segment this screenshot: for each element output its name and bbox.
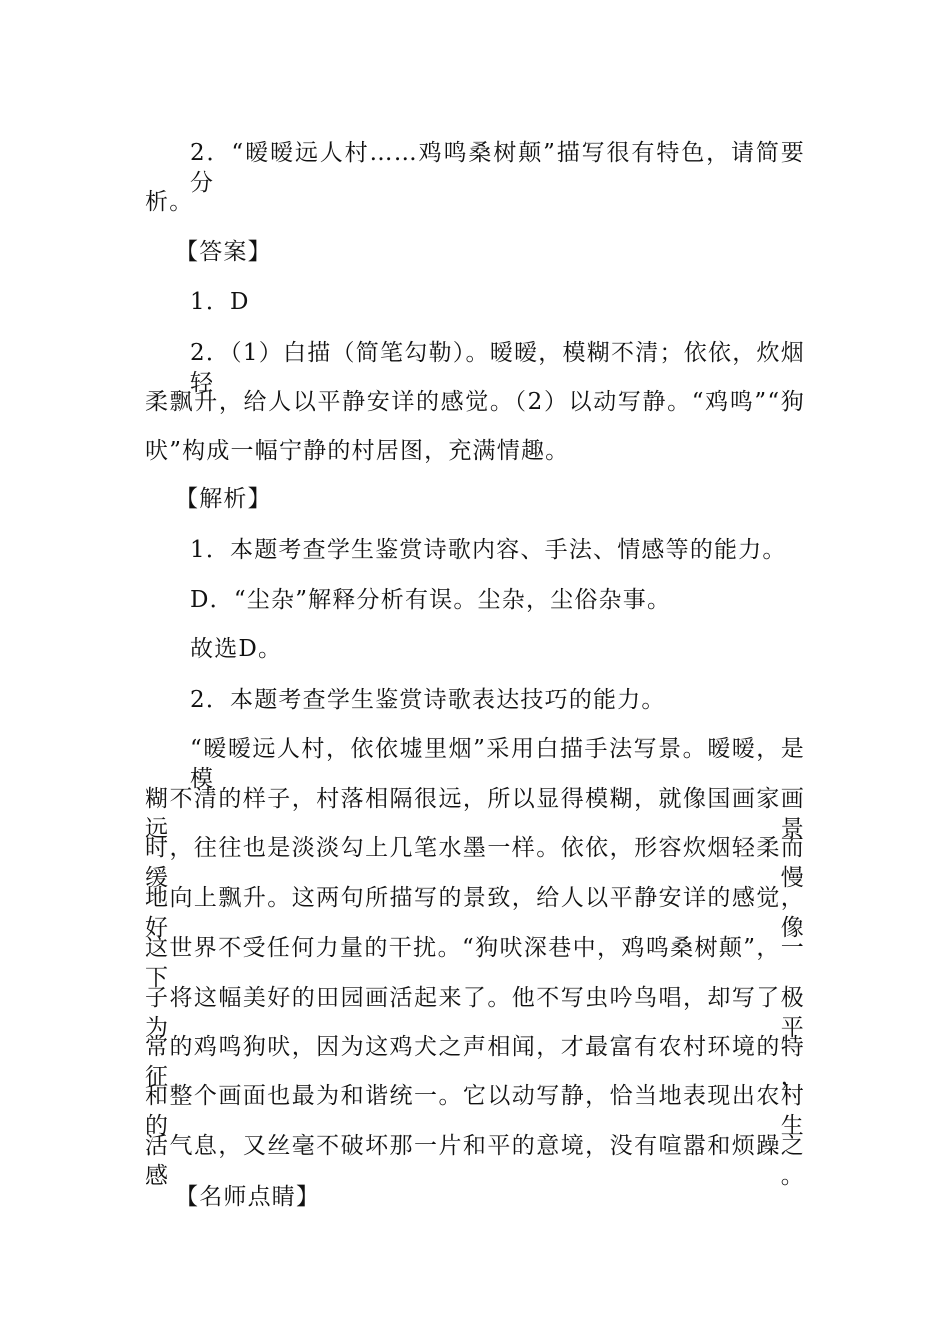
analysis-2-paragraph-line-7: 常的鸡鸣狗吠，因为这鸡犬之声相闻，才最富有农村环境的特征，	[145, 1034, 805, 1090]
question-2-line-1: 2．“暧暧远人村……鸡鸣桑树颠”描写很有特色，请简要分	[190, 140, 805, 196]
analysis-2-paragraph-line-5: 这世界不受任何力量的干扰。“狗吠深巷中，鸡鸣桑树颠”，一下	[145, 935, 805, 991]
question-2-line-2: 析。	[145, 189, 194, 215]
answer-2-line-1: 2．（1）白描（简笔勾勒）。暧暧，模糊不清；依依，炊烟轻	[190, 340, 805, 396]
analysis-2-paragraph-line-3: 时，往往也是淡淡勾上几笔水墨一样。依依，形容炊烟轻柔而缓慢	[145, 835, 805, 891]
answer-2-line-3: 吠”构成一幅宁静的村居图，充满情趣。	[145, 438, 570, 464]
analysis-2-paragraph-line-1: “暧暧远人村，依依墟里烟”采用白描手法写景。暧暧，是模	[190, 736, 805, 792]
analysis-heading: 【解析】	[175, 486, 272, 512]
analysis-2-line-1: 2．本题考查学生鉴赏诗歌表达技巧的能力。	[190, 687, 666, 713]
analysis-1-line-3: 故选D。	[190, 636, 283, 662]
answer-2-line-2: 柔飘升，给人以平静安详的感觉。（2）以动写静。“鸡鸣”“狗	[145, 389, 805, 415]
analysis-2-paragraph-line-6: 子将这幅美好的田园画活起来了。他不写虫吟鸟唱，却写了极为平	[145, 985, 805, 1041]
answer-1: 1．D	[190, 289, 250, 315]
analysis-2-paragraph-line-4: 地向上飘升。这两句所描写的景致，给人以平静安详的感觉，好像	[145, 885, 805, 941]
teacher-comment-heading: 【名师点睛】	[175, 1184, 321, 1210]
analysis-2-paragraph-line-8: 和整个画面也最为和谐统一。它以动写静，恰当地表现出农村的生	[145, 1083, 805, 1139]
analysis-1-line-1: 1．本题考查学生鉴赏诗歌内容、手法、情感等的能力。	[190, 537, 787, 563]
analysis-2-paragraph-line-2: 糊不清的样子，村落相隔很远，所以显得模糊，就像国画家画远景	[145, 786, 805, 842]
analysis-2-paragraph-line-9: 活气息，又丝毫不破坏那一片和平的意境，没有喧嚣和烦躁之感。	[145, 1133, 805, 1189]
answer-heading: 【答案】	[175, 239, 272, 265]
analysis-1-line-2: D．“尘杂”解释分析有误。尘杂，尘俗杂事。	[190, 587, 672, 613]
